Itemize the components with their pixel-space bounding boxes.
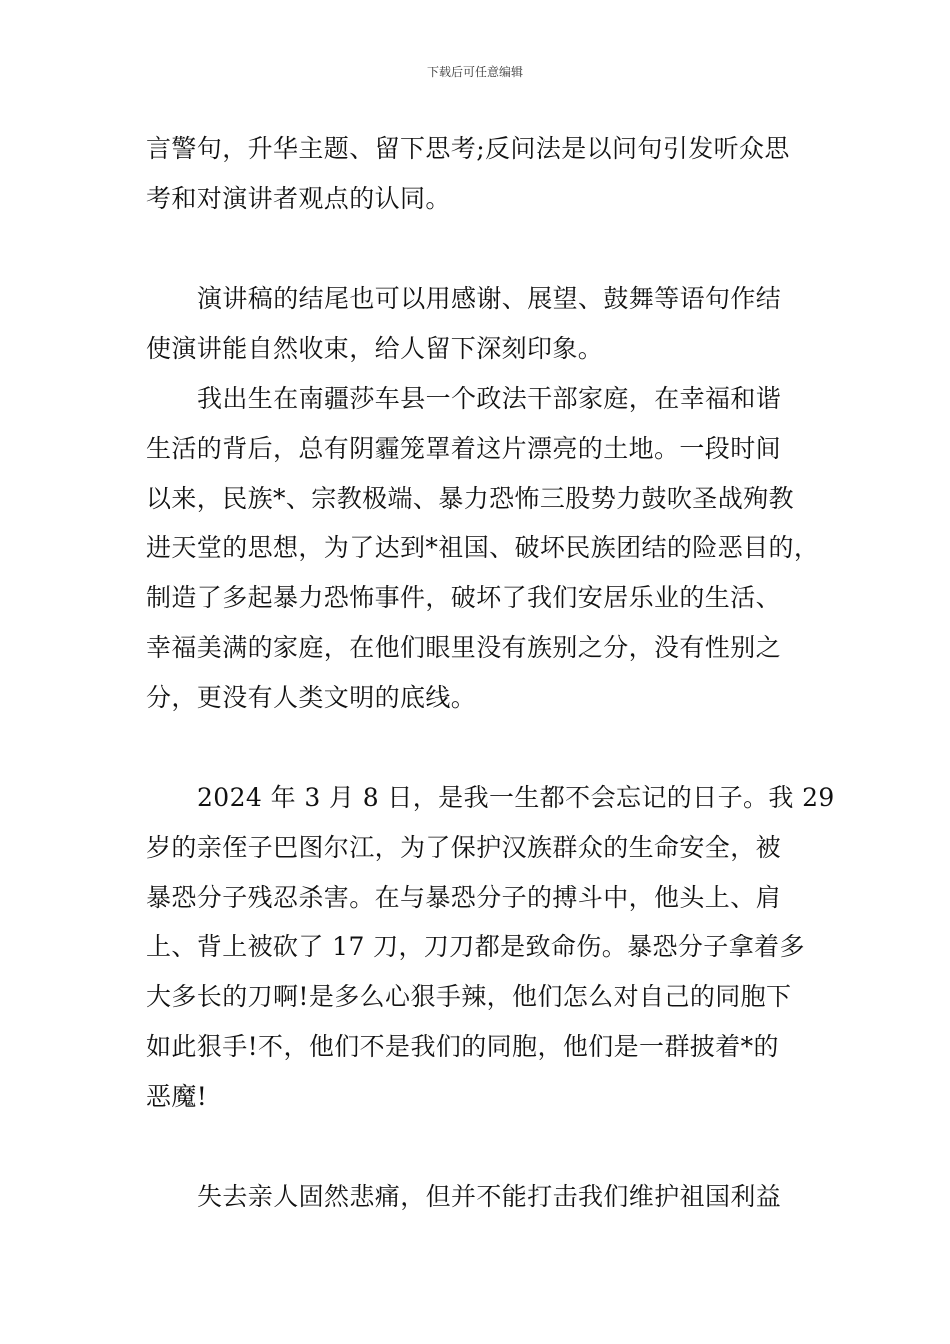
page-header: 下载后可任意编辑	[426, 65, 523, 79]
body-line: 分，更没有人类文明的底线。	[146, 683, 477, 712]
body-line: 言警句，升华主题、留下思考;反问法是以问句引发听众思	[146, 134, 790, 163]
body-line: 进天堂的思想，为了达到*祖国、破坏民族团结的险恶目的，	[146, 533, 820, 562]
body-line: 幸福美满的家庭，在他们眼里没有族别之分，没有性别之	[146, 633, 782, 662]
body-line: 如此狠手!不，他们不是我们的同胞，他们是一群披着*的	[146, 1032, 779, 1061]
body-line: 上、背上被砍了 17 刀，刀刀都是致命伤。暴恐分子拿着多	[146, 932, 805, 961]
body-line: 以来，民族*、宗教极端、暴力恐怖三股势力鼓吹圣战殉教	[146, 484, 794, 513]
body-line: 大多长的刀啊!是多么心狠手辣，他们怎么对自己的同胞下	[146, 982, 792, 1011]
body-line: 恶魔!	[146, 1082, 208, 1111]
body-line: 岁的亲侄子巴图尔江，为了保护汉族群众的生命安全，被	[146, 833, 782, 862]
paragraph-first-line: 演讲稿的结尾也可以用感谢、展望、鼓舞等语句作结	[197, 284, 782, 313]
body-line: 暴恐分子残忍杀害。在与暴恐分子的搏斗中，他头上、肩	[146, 883, 782, 912]
body-line: 生活的背后，总有阴霾笼罩着这片漂亮的土地。一段时间	[146, 434, 782, 463]
paragraph-first-line: 失去亲人固然悲痛，但并不能打击我们维护祖国利益	[197, 1182, 782, 1211]
body-line: 制造了多起暴力恐怖事件，破坏了我们安居乐业的生活、	[146, 583, 782, 612]
paragraph-first-line: 我出生在南疆莎车县一个政法干部家庭，在幸福和谐	[197, 384, 782, 413]
paragraph-first-line: 2024 年 3 月 8 日，是我一生都不会忘记的日子。我 29	[197, 783, 835, 812]
body-line: 使演讲能自然收束，给人留下深刻印象。	[146, 334, 604, 363]
body-line: 考和对演讲者观点的认同。	[146, 184, 451, 213]
